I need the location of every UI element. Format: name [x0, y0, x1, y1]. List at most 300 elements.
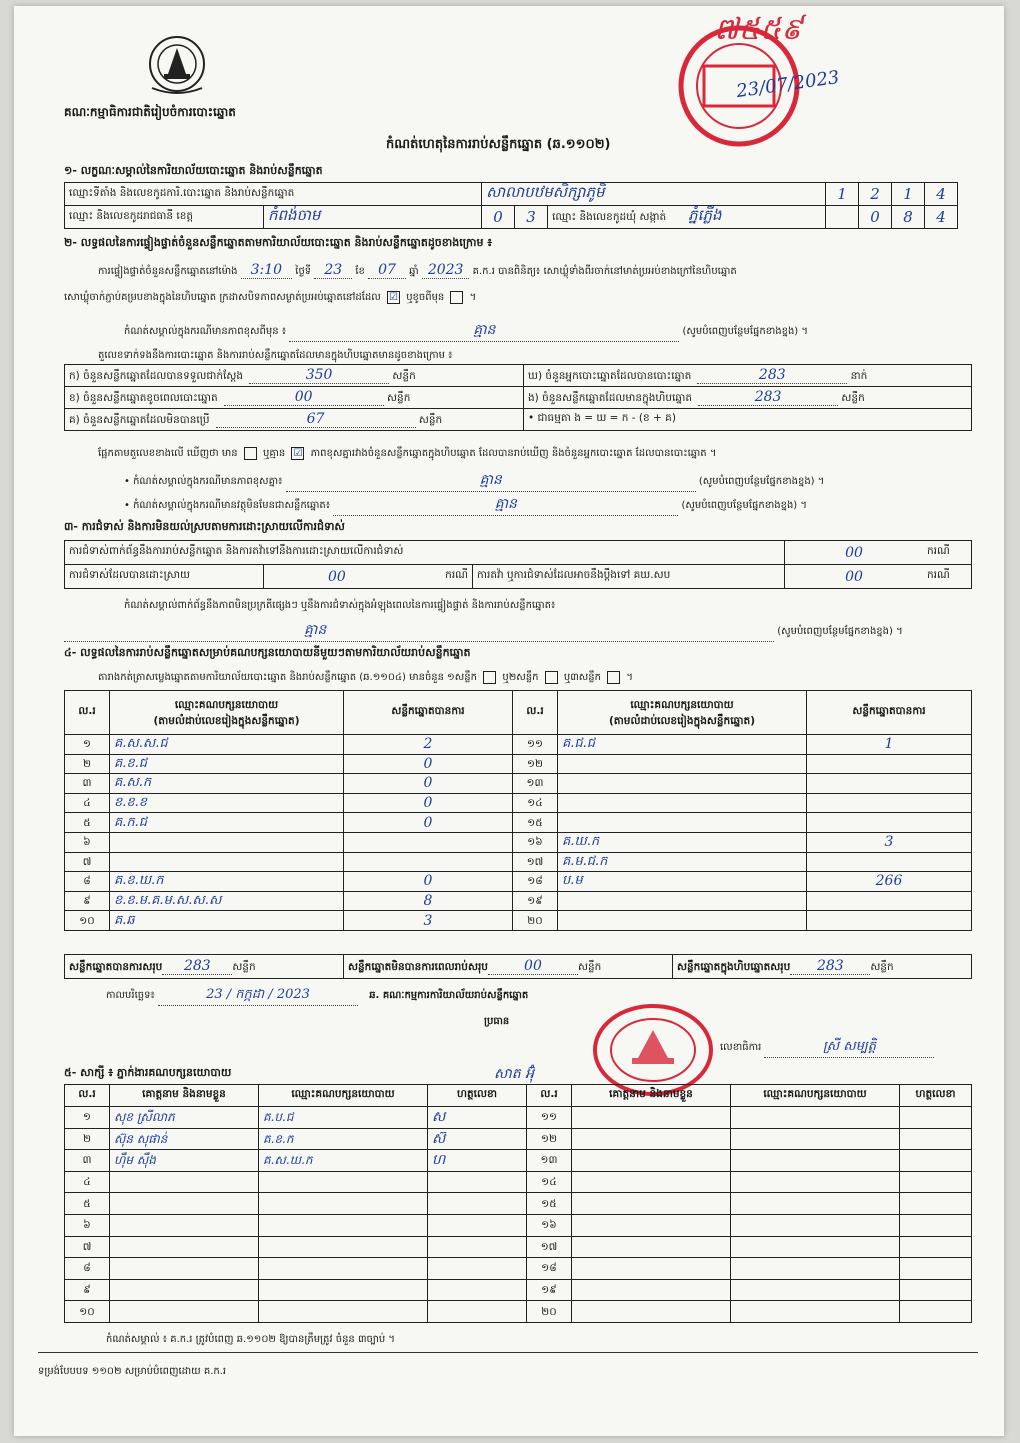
secretary-label: លេខាធិការ: [720, 1042, 762, 1053]
witness-party-right: [731, 1279, 900, 1301]
witness-party-left: [259, 1193, 428, 1215]
witness-row: [65, 1171, 972, 1193]
vote-no-right: ១៥: [513, 813, 558, 833]
s3-note-value: គ្មាន: [64, 620, 774, 642]
votes-header-party-right: [558, 691, 807, 735]
section3-heading: ៣- ការជំទាស់ និងការមិនយល់ស្របតាមការដោះស្រាយលើការជំទាស់: [64, 520, 345, 533]
vote-no-left: ១: [65, 735, 110, 755]
s3-note-line: [64, 620, 903, 642]
place-label: ឈ្មោះទីតាំង និងលេខកូដការិ.បោះឆ្នោត និងរាប់សន្លឹកឆ្នោត: [65, 183, 482, 206]
figure-e-value: 283: [698, 389, 838, 406]
sheets-2-checkbox[interactable]: [545, 671, 558, 684]
commune-label-text: ឈ្មោះ និងលេខកូដឃុំ សង្កាត់: [552, 211, 667, 223]
note1-suffix: (សូមបំពេញបន្ថែមផ្នែកខាងខ្នង) ។: [682, 326, 808, 337]
note3-value: គ្មាន: [333, 494, 678, 516]
commune-code-3: 4: [925, 206, 958, 229]
figure-c-label: គ) ចំនួនសន្លឹកឆ្នោតដែលមិនបានប្រើ: [69, 413, 210, 426]
vote-no-left: ៨: [65, 872, 110, 892]
date-label: កាលបរិច្ឆេទ៖: [106, 990, 155, 1001]
org-name: គណៈកម្មាធិការជាតិរៀបចំការបោះឆ្នោត: [64, 105, 236, 119]
vote-count-right: [807, 852, 972, 872]
figure-d: [524, 365, 972, 387]
note3-line: [124, 494, 807, 516]
votes-header-party-left: [110, 691, 344, 735]
vote-count-left: 0: [344, 774, 513, 794]
vote-no-left: ៩: [65, 891, 110, 911]
section2-line1: [98, 262, 968, 279]
vote-party-right: [558, 774, 807, 794]
appeal-label: ការតវ៉ា ឬការជំទាស់ដែលអាចនឹងប្ដឹងទៅ គឃ.សប: [473, 565, 785, 589]
vote-party-left: ខ.ខ.ខ: [110, 793, 344, 813]
figure-e-unit: សន្លឹក: [841, 391, 865, 404]
total-valid-label: សន្លឹកឆ្នោតបានការសរុប: [69, 960, 163, 973]
witness-row: [65, 1128, 972, 1150]
objection-unit: ករណី: [923, 541, 972, 565]
vote-party-right: គ.ឃ.ក: [558, 832, 807, 852]
witness-party-right: [731, 1236, 900, 1258]
witness-party-right: [731, 1128, 900, 1150]
vote-count-left: [344, 832, 513, 852]
appeal-unit: ករណី: [923, 565, 972, 589]
votes-header-party-left-line1: ឈ្មោះគណបក្សនយោបាយ: [174, 698, 279, 711]
total-box-label: សន្លឹកឆ្នោតក្នុងហិបឆ្នោតសរុប: [677, 960, 791, 973]
witness-row: [65, 1258, 972, 1280]
witness-signature-right: [900, 1193, 972, 1215]
witness-signature-right: [900, 1279, 972, 1301]
section2-heading: ២- លទ្ធផលនៃការផ្ទៀងផ្ទាត់ចំនួនសន្លឹកឆ្នោតតាមការិយាល័យបោះឆ្នោត និងរាប់សន្លឹកឆ្នោតដូចខាងក្រោម ៖: [64, 236, 493, 249]
secretary-value: ស្រី សម្បត្តិ: [764, 1038, 934, 1058]
witness-name-left: [110, 1279, 259, 1301]
witness-name-right: [572, 1236, 731, 1258]
votes-row: [65, 813, 972, 833]
vote-no-left: ៣: [65, 774, 110, 794]
witness-signature-left: [428, 1236, 527, 1258]
total-invalid: [344, 955, 673, 979]
total-valid-value: 283: [162, 958, 232, 975]
month-value: 07: [368, 262, 406, 279]
witness-no-right: ១៨: [527, 1258, 572, 1280]
resolved-value-cell: [264, 565, 473, 589]
witness-signature-left: [428, 1193, 527, 1215]
s3-note-suffix: (សូមបំពេញបន្ថែមផ្នែកខាងខ្នង) ។: [777, 626, 903, 637]
vote-count-right: 1: [807, 735, 972, 755]
vote-party-right: ប.ម: [558, 872, 807, 892]
witness-name-right: [572, 1279, 731, 1301]
vote-no-right: ១៧: [513, 852, 558, 872]
footer-rule: [38, 1352, 978, 1353]
note1-line: [124, 320, 970, 342]
figures-intro: តួលេខទាក់ទងនឹងការបោះឆ្នោត និងការរាប់សន្លឹកឆ្នោតដែលមានក្នុងហិបឆ្នោតមានដូចខាងក្រោម ៖: [98, 350, 453, 361]
witness-signature-right: [900, 1258, 972, 1280]
witness-party-right: [731, 1107, 900, 1129]
witness-no-left: ៣: [65, 1150, 110, 1172]
votes-row: [65, 774, 972, 794]
witness-row: [65, 1107, 972, 1129]
figure-a-value: 350: [249, 367, 389, 384]
witness-signature-left: [428, 1214, 527, 1236]
day-value: 23: [314, 262, 352, 279]
totals-table: [64, 954, 972, 979]
votes-header-party-right-line1: ឈ្មោះគណបក្សនយោបាយ: [630, 698, 734, 711]
witness-no-left: ១០: [65, 1301, 110, 1323]
witness-header-name-left: គោត្តនាម និងនាមខ្លួន: [110, 1085, 259, 1107]
figure-b-unit: សន្លឹក: [387, 391, 411, 404]
votes-row: [65, 735, 972, 755]
total-invalid-unit: សន្លឹក: [577, 960, 602, 973]
witness-no-right: ១៤: [527, 1171, 572, 1193]
votes-row: [65, 872, 972, 892]
figure-a-unit: សន្លឹក: [392, 369, 416, 382]
sheets-1-checkbox[interactable]: [483, 671, 496, 684]
vote-no-right: ១២: [513, 754, 558, 774]
witness-signature-left: [428, 1301, 527, 1323]
total-invalid-label: សន្លឹកឆ្នោតមិនបានការពេលរាប់សរុប: [348, 960, 488, 973]
votes-row: [65, 891, 972, 911]
vote-no-right: ១៤: [513, 793, 558, 813]
figure-b: [65, 387, 524, 409]
witness-no-left: ៦: [65, 1214, 110, 1236]
vote-count-left: 8: [344, 891, 513, 911]
vote-count-left: 0: [344, 754, 513, 774]
witness-no-right: ១១: [527, 1107, 572, 1129]
vote-no-left: ២: [65, 754, 110, 774]
resolved-value: 00: [328, 568, 346, 585]
vote-party-right: គ.ជ.ជ: [558, 735, 807, 755]
vote-count-right: [807, 754, 972, 774]
note2-label: • កំណត់សម្គាល់ក្នុងករណីមានភាពខុសគ្នា៖: [124, 476, 283, 487]
vote-party-left: គ.ឆ: [110, 911, 344, 931]
witness-party-left: គ.ស.ឃ.ក: [259, 1150, 428, 1172]
witness-name-left: [110, 1236, 259, 1258]
witness-signature-right: [900, 1150, 972, 1172]
witness-name-right: [572, 1171, 731, 1193]
place-code-3: 1: [892, 183, 925, 206]
witness-party-left: [259, 1214, 428, 1236]
note2-line: [124, 470, 824, 492]
section2-line2: សោឃ្លុំចាក់ភ្ជាប់គម្របខាងក្នុងនៃហិបឆ្នោត ក្រដាសបិទភាពសម្ងាត់ប្រអប់ឆ្នោតនៅដដែល ☑ ឬខូចពីមុន ។: [64, 291, 477, 303]
vote-count-left: 0: [344, 872, 513, 892]
witness-row: [65, 1279, 972, 1301]
witness-party-right: [731, 1171, 900, 1193]
nec-logo: [142, 34, 212, 98]
place-code-4: 4: [925, 183, 958, 206]
chair-signature: សាត អ៊ុំ: [494, 1066, 534, 1082]
witness-party-right: [731, 1150, 900, 1172]
witness-party-right: [731, 1193, 900, 1215]
date-line: [106, 986, 528, 1006]
votes-header-votes-right: សន្លឹកឆ្នោតបានការ: [807, 691, 972, 735]
form-title: កំណត់ហេតុនៃការរាប់សន្លឹកឆ្នោត (ឆ.១១០២): [386, 137, 611, 152]
witness-party-left: [259, 1301, 428, 1323]
vote-party-left: [110, 852, 344, 872]
votes-row: [65, 793, 972, 813]
total-box-unit: សន្លឹក: [870, 960, 894, 973]
vote-party-left: គ.ខ.ឃ.ក: [110, 872, 344, 892]
vote-no-right: ១៣: [513, 774, 558, 794]
total-valid: [65, 955, 344, 979]
witness-party-left: [259, 1258, 428, 1280]
note2-value: គ្មាន: [286, 470, 696, 492]
vote-no-right: ១៦: [513, 832, 558, 852]
place-code-2: 2: [859, 183, 892, 206]
witness-name-right: [572, 1107, 731, 1129]
date-value: 23 / កក្កដា / 2023: [158, 986, 358, 1006]
witness-signature-right: [900, 1236, 972, 1258]
year-label: ឆ្នាំ: [409, 266, 419, 277]
commune-value: ភ្នំភ្លើង: [688, 206, 722, 224]
witness-header-no-right: ល.រ: [527, 1085, 572, 1107]
objection-value: 00: [785, 541, 924, 565]
witness-party-left: [259, 1236, 428, 1258]
witness-signature-right: [900, 1171, 972, 1193]
vote-party-left: គ.ខ.ជ: [110, 754, 344, 774]
footer-text: ទម្រង់បែបបទ ១១០២ សម្រាប់បំពេញដោយ គ.ក.រ: [38, 1366, 227, 1377]
witness-no-right: ២០: [527, 1301, 572, 1323]
witness-signature-left: [428, 1279, 527, 1301]
witness-no-left: ១: [65, 1107, 110, 1129]
vote-count-right: [807, 911, 972, 931]
note3-suffix: (សូមបំពេញបន្ថែមផ្នែកខាងខ្នង) ។: [681, 500, 807, 511]
vote-party-left: គ.ក.ជ: [110, 813, 344, 833]
place-code-1: 1: [826, 183, 859, 206]
total-box-value: 283: [790, 958, 870, 975]
seal-text: សោឃ្លុំចាក់ភ្ជាប់គម្របខាងក្នុងនៃហិបឆ្នោត ក្រដាសបិទភាពសម្ងាត់ប្រអប់ឆ្នោតនៅដដែល: [64, 292, 381, 303]
stamp-date: 23/07/2023: [735, 66, 841, 103]
figure-d-label: ឃ) ចំនួនអ្នកបោះឆ្នោតដែលបានបោះឆ្នោត: [528, 369, 692, 382]
time-label: ការផ្ទៀងផ្ទាត់ចំនួនសន្លឹកឆ្នោតនៅម៉ោង: [98, 266, 238, 277]
witness-name-left: [110, 1301, 259, 1323]
province-code-2: 3: [515, 206, 548, 229]
difference-yes-checkbox[interactable]: [244, 447, 257, 460]
witness-party-right: [731, 1214, 900, 1236]
figure-a-label: ក) ចំនួនសន្លឹកឆ្នោតដែលបានទទួលជាក់ស្តែង: [69, 369, 244, 382]
figure-b-value: 00: [224, 389, 384, 406]
year-value: 2023: [422, 262, 470, 279]
witness-no-right: ១៣: [527, 1150, 572, 1172]
witness-name-left: [110, 1171, 259, 1193]
witness-no-left: ៩: [65, 1279, 110, 1301]
figure-b-label: ខ) ចំនួនសន្លឹកឆ្នោតខូចពេលបោះឆ្នោត: [69, 391, 218, 404]
difference-text-b: ឬគ្មាន: [263, 448, 286, 459]
vote-count-left: 0: [344, 793, 513, 813]
vote-party-right: គ.ម.ជ.ក: [558, 852, 807, 872]
difference-no-checkbox[interactable]: ☑: [291, 447, 304, 460]
figure-e: [524, 387, 972, 409]
seal-intact-checkbox[interactable]: ☑: [387, 291, 400, 304]
resolved-unit: ករណី: [445, 568, 468, 581]
witness-name-right: [572, 1258, 731, 1280]
objections-table: [64, 540, 972, 589]
witness-name-left: [110, 1193, 259, 1215]
witness-header-party-right: ឈ្មោះគណបក្សនយោបាយ: [731, 1085, 900, 1107]
witness-header-no-left: ល.រ: [65, 1085, 110, 1107]
vote-count-right: [807, 793, 972, 813]
witness-party-left: [259, 1279, 428, 1301]
difference-text-a: ផ្អែកតាមតួលេខខាងលើ ឃើញថា មាន: [98, 448, 238, 459]
s4-sheets-line: តារាងកត់ត្រាសម្លេងឆ្នោតតាមការិយាល័យបោះឆ្នោត និងរាប់សន្លឹកឆ្នោត (ឆ.១១០៤) មានចំនួន ១សន្លឹក ឬ២សន្លឹក ឬ៣សន្លឹក ។: [98, 672, 633, 683]
vote-party-left: ខ.ខ.ម.គ.ម.ស.ស.ស: [110, 891, 344, 911]
witness-name-right: [572, 1214, 731, 1236]
commune-code-1: 0: [859, 206, 892, 229]
s4-sheets-3: ឬ៣សន្លឹក: [563, 672, 601, 683]
votes-header-votes-left: សន្លឹកឆ្នោតបានការ: [344, 691, 513, 735]
witness-signature-right: [900, 1107, 972, 1129]
vote-no-left: ៤: [65, 793, 110, 813]
section1-table: [64, 182, 958, 229]
figure-a: [65, 365, 524, 387]
s4-sheets-text: តារាងកត់ត្រាសម្លេងឆ្នោតតាមការិយាល័យបោះឆ្នោត និងរាប់សន្លឹកឆ្នោត (ឆ.១១០៤) មានចំនួន ១សន្លឹក: [98, 672, 477, 683]
vote-count-right: [807, 813, 972, 833]
witness-no-left: ៥: [65, 1193, 110, 1215]
witness-name-left: [110, 1214, 259, 1236]
witness-name-left: ហ៊ឹម ស៊ឹង: [110, 1150, 259, 1172]
figure-c-unit: សន្លឹក: [418, 413, 443, 426]
chair-label: ប្រធាន: [484, 1016, 510, 1027]
witness-name-right: [572, 1193, 731, 1215]
witness-name-right: [572, 1128, 731, 1150]
secretary-line: [720, 1038, 934, 1058]
total-invalid-value: 00: [488, 958, 578, 975]
note3-label: • កំណត់សម្គាល់ក្នុងករណីមានវត្ថុមិនមែនជាសន្លឹកឆ្នោត៖: [124, 500, 331, 511]
vote-no-right: ១១: [513, 735, 558, 755]
vote-count-right: [807, 774, 972, 794]
witness-name-right: [572, 1301, 731, 1323]
total-valid-unit: សន្លឹក: [232, 960, 256, 973]
figure-e-label: ង) ចំនួនសន្លឹកឆ្នោតដែលមានក្នុងហិបឆ្នោត: [528, 391, 693, 404]
note2-suffix: (សូមបំពេញបន្ថែមផ្នែកខាងខ្នង) ។: [698, 476, 825, 487]
vote-no-left: ៧: [65, 852, 110, 872]
votes-row: [65, 852, 972, 872]
figure-c: [65, 409, 524, 431]
vote-no-right: ២០: [513, 911, 558, 931]
inspection-text: គ.ក.រ បានពិនិត្យ៖ សោឃ្លុំទាំងពីរចាក់នៅមាត់ប្រអប់ខាងក្រៅនៃហិបឆ្នោត: [472, 266, 737, 277]
month-label: ខែ: [355, 266, 365, 277]
witness-no-right: ១២: [527, 1128, 572, 1150]
vote-count-right: 266: [807, 872, 972, 892]
witness-signature-left: ស៊: [428, 1128, 527, 1150]
seal-broken-label: ឬខូចពីមុន: [406, 292, 445, 303]
footnote: កំណត់សម្គាល់ ៖ គ.ក.រ ត្រូវបំពេញ ឆ.១១០២ ឱ្យបានត្រឹមត្រូវ ចំនួន ៣ច្បាប់ ។: [106, 1334, 395, 1345]
witness-no-right: ១៧: [527, 1236, 572, 1258]
s3-note-label: កំណត់សម្គាល់ពាក់ព័ន្ធនឹងភាពមិនប្រក្រតីផ្សេងៗ ឬនឹងការជំទាស់ក្នុងអំឡុងពេលនៃការផ្ទៀងផ្ទាត់ និងការរាប់សន្លឹកឆ្នោត៖: [124, 600, 556, 611]
witness-no-left: ៨: [65, 1258, 110, 1280]
witness-name-left: [110, 1258, 259, 1280]
witness-signature-right: [900, 1128, 972, 1150]
witness-signature-left: ហ: [428, 1150, 527, 1172]
vote-party-right: [558, 813, 807, 833]
document-page: [14, 6, 1004, 1436]
difference-line: [98, 446, 716, 461]
witness-no-right: ១៥: [527, 1193, 572, 1215]
note1-label: កំណត់សម្គាល់ក្នុងករណីមានភាពខុសពីមុន ៖: [124, 326, 287, 337]
commune-code-2: 8: [892, 206, 925, 229]
objection-label: ការជំទាស់ពាក់ព័ន្ធនឹងការរាប់សន្លឹកឆ្នោត និងការតវ៉ាទៅនឹងការដោះស្រាយលើការជំទាស់: [65, 541, 785, 565]
section1-heading: ១- លក្ខណៈសម្គាល់នៃការិយាល័យបោះឆ្នោត និងរាប់សន្លឹកឆ្នោត: [64, 164, 323, 177]
witness-party-right: [731, 1258, 900, 1280]
commune-label: [548, 206, 826, 229]
province-code-1: 0: [482, 206, 515, 229]
witness-header-name-right: គោត្តនាម និងនាមខ្លួន: [572, 1085, 731, 1107]
witness-name-right: [572, 1150, 731, 1172]
vote-no-left: ១០: [65, 911, 110, 931]
votes-header-no-right: ល.រ: [513, 691, 558, 735]
section5-heading: ៥- សាក្សី ៖ ភ្នាក់ងារគណបក្សនយោបាយ: [64, 1066, 232, 1079]
vote-no-left: ៥: [65, 813, 110, 833]
votes-row: [65, 754, 972, 774]
votes-row: [65, 911, 972, 931]
place-value: សាលាបឋមសិក្សាភូមិ: [482, 183, 826, 206]
witness-no-left: ៧: [65, 1236, 110, 1258]
witness-name-left: សុខ ស្រីលាភ: [110, 1107, 259, 1129]
figure-c-value: 67: [216, 411, 416, 428]
vote-party-right: [558, 911, 807, 931]
vote-count-left: 2: [344, 735, 513, 755]
witness-signature-left: [428, 1171, 527, 1193]
vote-count-left: [344, 852, 513, 872]
sheets-3-checkbox[interactable]: [607, 671, 620, 684]
witness-row: [65, 1193, 972, 1215]
votes-row: [65, 832, 972, 852]
vote-party-left: គ.ស.ក: [110, 774, 344, 794]
witness-row: [65, 1150, 972, 1172]
witness-header-sig-left: ហត្ថលេខា: [428, 1085, 527, 1107]
time-value: 3:10: [241, 262, 292, 279]
vote-no-right: ១៨: [513, 872, 558, 892]
witness-no-right: ១៦: [527, 1214, 572, 1236]
province-label: ឈ្មោះ និងលេខកូដរាជធានី ខេត្ត: [65, 206, 264, 229]
witness-no-left: ២: [65, 1128, 110, 1150]
witness-signature-left: [428, 1258, 527, 1280]
vote-party-right: [558, 754, 807, 774]
stamp-number: ៧៥៥៩: [714, 12, 803, 47]
vote-count-left: 0: [344, 813, 513, 833]
witness-table: [64, 1084, 972, 1323]
vote-party-left: គ.ស.ស.ជ: [110, 735, 344, 755]
province-value: កំពង់ចាម: [264, 206, 482, 229]
seal-broken-checkbox[interactable]: [450, 291, 463, 304]
witness-row: [65, 1301, 972, 1323]
appeal-value: 00: [785, 565, 924, 589]
votes-header-no-left: ល.រ: [65, 691, 110, 735]
witness-name-left: ស៊ុន សុផាន់: [110, 1128, 259, 1150]
witness-header-party-left: ឈ្មោះគណបក្សនយោបាយ: [259, 1085, 428, 1107]
votes-header-party-left-line2: (តាមលំដាប់លេខរៀងក្នុងសន្លឹកឆ្នោត): [153, 714, 300, 727]
witness-signature-right: [900, 1301, 972, 1323]
vote-party-left: [110, 832, 344, 852]
vote-count-right: 3: [807, 832, 972, 852]
witness-no-right: ១៩: [527, 1279, 572, 1301]
witness-row: [65, 1214, 972, 1236]
figure-d-value: 283: [697, 367, 847, 384]
witness-party-left: គ.ខ.ក: [259, 1128, 428, 1150]
figures-table: [64, 364, 972, 431]
witness-signature-left: ស: [428, 1107, 527, 1129]
total-box: [673, 955, 972, 979]
witness-row: [65, 1236, 972, 1258]
witness-party-right: [731, 1301, 900, 1323]
votes-header-party-right-line2: (តាមលំដាប់លេខរៀងក្នុងសន្លឹកឆ្នោត): [608, 714, 756, 727]
vote-no-right: ១៩: [513, 891, 558, 911]
votes-table: [64, 690, 972, 931]
committee-label: ឆ. គណៈកម្មការការិយាល័យរាប់សន្លឹកឆ្នោត: [369, 990, 529, 1001]
vote-party-right: [558, 891, 807, 911]
day-label: ថ្ងៃទី: [295, 266, 312, 277]
figure-d-unit: នាក់: [850, 369, 868, 382]
witness-no-left: ៤: [65, 1171, 110, 1193]
difference-text-c: ភាពខុសគ្នារវាងចំនួនសន្លឹកឆ្នោតក្នុងហិបឆ្នោត ដែលបានរាប់ឃើញ និងចំនួនអ្នកបោះឆ្នោត ដែលបានបោះឆ្នោត ។: [310, 448, 717, 459]
vote-no-left: ៦: [65, 832, 110, 852]
witness-party-left: គ.ប.ជ: [259, 1107, 428, 1129]
